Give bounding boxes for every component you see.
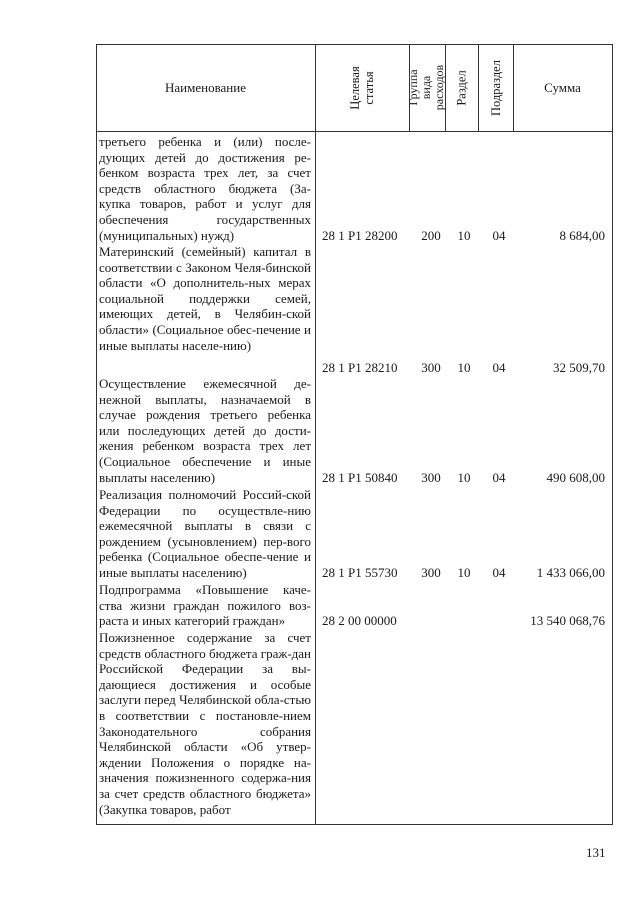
row-code: 28 1 P1 28210	[322, 360, 398, 375]
row-group: 300	[421, 565, 441, 580]
header-section	[445, 44, 478, 131]
header-name-label: Наименование	[165, 79, 246, 95]
row-code: 28 1 P1 28200	[322, 228, 398, 243]
row-section: 10	[457, 565, 471, 580]
header-section-label: Раздел	[454, 69, 469, 106]
header-expense-group	[406, 44, 447, 131]
row-name: Осуществление ежемесячной де-нежной выплаты, назначаемой в случае рождения третьего ребенка или последующих детей до дости-жения ребенком возраста трех лет (Социальное обеспечение и иные выплаты населению)	[99, 376, 311, 485]
row-name: Пожизненное содержание за счет средств областного бюджета граж-дан Российской Федерации за вы-дающиеся достижения и особые заслуги перед Челябинской обла-стью в соответствии с постановле-нием Законодательного собрания Челябинской области «Об утвер-ждении Положения о порядке на-значения пожизненного содержа-ния за счет средств областного бюджета» (Закупка товаров, работ	[99, 630, 312, 817]
row-group: 300	[421, 470, 441, 485]
row-sum: 32 509,70	[553, 360, 605, 375]
header-sum-label: Сумма	[544, 79, 581, 95]
row-name: Подпрограмма «Повышение каче-ства жизни граждан пожилого воз-раста и иных категорий граждан»	[99, 582, 311, 629]
header-expense-group-label: Группа вида расходов	[406, 64, 447, 111]
row-section: 10	[457, 228, 471, 243]
row-group: 200	[421, 228, 441, 243]
table-bottom-border	[96, 824, 613, 825]
budget-table	[96, 44, 613, 825]
row-name: третьего ребенка и (или) после-дующих детей до достижения ре-бенком возраста трех лет, за счет средств областного бюджета (За-купка товаров, работ и услуг для обеспечения государственных (муниципальных) нужд)	[99, 134, 311, 243]
row-sum: 8 684,00	[559, 228, 605, 243]
row-sum: 490 608,00	[546, 470, 605, 485]
row-group: 300	[421, 360, 441, 375]
row-section: 10	[457, 470, 471, 485]
header-target-article-label: Целевая статья	[348, 65, 376, 110]
row-subsection: 04	[492, 360, 506, 375]
header-subsection-label: Подраздел	[488, 59, 503, 116]
row-subsection: 04	[492, 470, 506, 485]
header-subsection	[478, 44, 513, 131]
header-sum	[513, 44, 612, 131]
col-border	[315, 44, 316, 825]
row-code: 28 2 00 00000	[322, 613, 397, 628]
row-subsection: 04	[492, 228, 506, 243]
col-border	[612, 44, 613, 825]
row-sum: 13 540 068,76	[530, 613, 605, 628]
header-target-article	[315, 44, 409, 131]
header-name	[96, 44, 315, 131]
row-name: Материнский (семейный) капитал в соответствии с Законом Челя-бинской области «О дополнитель-ных мерах социальной поддержки семей, имеющих детей, в Челябин-ской области» (Социальное обес-печение и иные выплаты населе-нию)	[99, 244, 311, 353]
col-border	[96, 44, 97, 825]
row-code: 28 1 P1 55730	[322, 565, 398, 580]
row-subsection: 04	[492, 565, 506, 580]
row-name: Реализация полномочий Россий-ской Федерации по осуществле-нию ежемесячной выплаты в связи с рождением (усыновлением) пер-вого ребенка (Социальное обеспе-чение и иные выплаты населению)	[99, 487, 311, 580]
row-sum: 1 433 066,00	[536, 565, 605, 580]
row-section: 10	[457, 360, 471, 375]
row-code: 28 1 P1 50840	[322, 470, 398, 485]
header-bottom-border	[96, 131, 613, 132]
page-number: 131	[586, 845, 606, 860]
